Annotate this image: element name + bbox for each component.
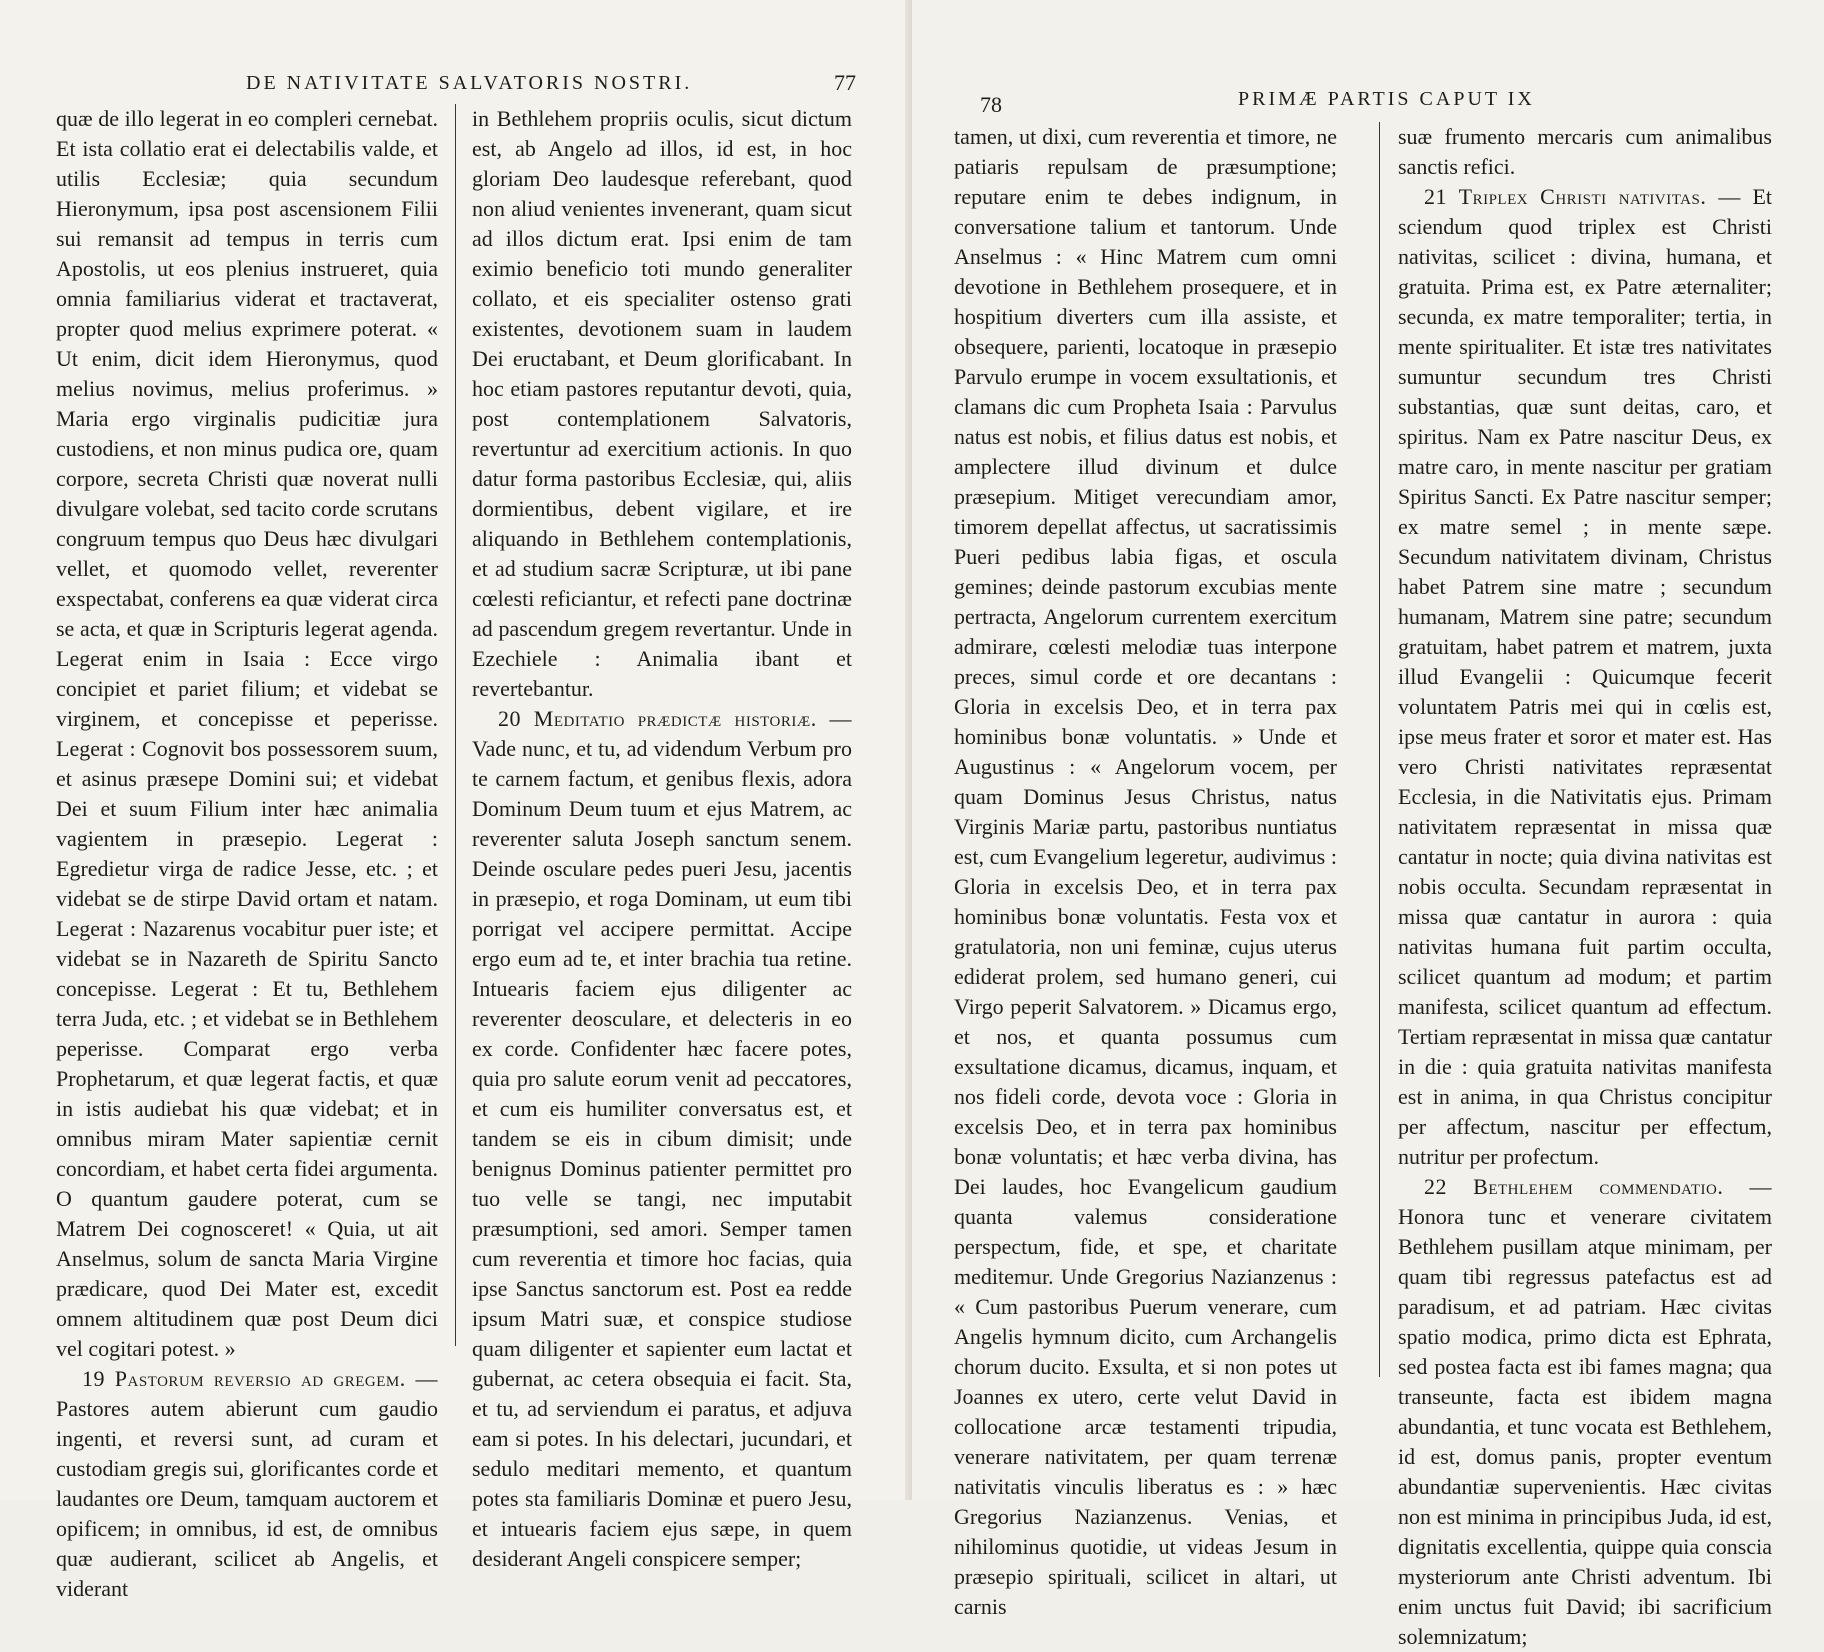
paragraph-text: Vade nunc, et tu, ad videndum Verbum pro te carnem factum, et genibus flexis, adora Dominum Deum tuum et ejus Matrem, ac reverenter saluta Joseph sanctum senem. Deinde osculare pedes pueri Jesu, jacentis in præsepio, et roga Dominam, ut eum tibi porrigat vel accipere permittat. Accipe ergo eum ad te, et inter brachia tua retine. Intuearis faciem ejus diligenter ac reverenter deosculare, et delecteris in eo ex corde. Confidenter hæc facere potes, quia pro salute eorum venit ad peccatores, et cum eis humiliter conversatus est, et tandem se eis in cibum dimisit; unde benignus Dominus patienter permittet pro tuo velle se tangi, nec imputabit præsumptioni, sed amori. Semper tamen cum reverentia et timore hoc facias, quia ipse Sanctus sanctorum est. Post ea redde ipsum Matri suæ, et conspice studiose quam diligenter et sapienter eum lactat et gubernat, ac cetera obsequia ei facit. Sta, et tu, ad serviendum ei paratus, et adjuva eam si potes. In his delectari, jucundari, et sedulo meditari memento, et quantum potes sta familiaris Dominæ et puero Jesu, et intuearis faciem ejus sæpe, in quem desiderant Angeli conspicere semper; xyxy=(472,736,852,1571)
page-number-right: 78 xyxy=(980,92,1002,117)
paragraph-text: Et sciendum quod triplex est Christi nativitas, scilicet : divina, humana, et gratuita. Prima est, ex Patre æternaliter; secunda, ex matre temporaliter; tertia, in mente spiritualiter. Et istæ tres nativitates sumuntur secundum tres Christi substantias, quæ sunt deitas, caro, et spiritus. Nam ex Patre nascitur Deus, ex matre caro, in mente nascitur per gratiam Spiritus Sancti. Ex Patre nascitur semper; ex matre semel ; in mente sæpe. Secundum nativitatem divinam, Christus habet Patrem sine matre ; secundum humanam, Matrem sine patre; secundum gratuitam, habet patrem et matrem, juxta illud Evangelii : Quicumque fecerit voluntatem Patris mei qui in cœlis est, ipse meus frater et soror et mater est. Has vero Christi nativitates repræsentat Ecclesia, in die Nativitatis ejus. Primam nativitatem repræsentat in missa quæ cantatur in nocte; quia divina nativitas est nobis occulta. Secundam repræsentat in missa quæ cantatur in aurora : quia nativitas humana fuit partim occulta, scilicet quantum ad modum; et partim manifesta, scilicet quantum ad effectum. Tertiam repræsentat in missa quæ cantatur in die : quia gratuita nativitas manifesta est in anima, in qua Christus concipitur per affectum, nascitur per effectum, nutritur per profectum. xyxy=(1398,184,1772,1169)
paragraph-text: Pastores autem abierunt cum gaudio ingenti, et reversi sunt, ad curam et custodiam gregis sui, glorificantes corde et laudantes ore Deum, tamquam auctorem et opificem; in omnibus, id est, de omnibus quæ audierant, scilicet ab Angelis, et viderant xyxy=(56,1396,438,1601)
paragraph-20 xyxy=(472,704,852,1574)
column-rule xyxy=(1379,122,1380,1377)
paragraph-21 xyxy=(1398,182,1772,1172)
paragraph: suæ frumento mercaris cum animalibus sanctis refici. xyxy=(1398,124,1772,179)
section-heading-19: 19 Pastorum reversio ad gregem. — xyxy=(82,1366,438,1391)
section-heading-20: 20 Meditatio prædictæ historiæ. — xyxy=(498,706,852,731)
paragraph: tamen, ut dixi, cum reverentia et timore, ne patiaris repulsam de præsumptione; reputare enim te debes indignum, in conversatione talium et tantorum. Unde Anselmus : « Hinc Matrem cum omni devotione in Bethlehem prosequere, et in hospitium diverters cum illa assiste, et obsequere, parienti, locatoque in præsepio Parvulo erumpe in vocem exsultationis, et clamans dic cum Propheta Isaia : Parvulus natus est nobis, et filius datus est nobis, et amplectere illud divinum et dulce præsepium. Mitiget verecundiam amor, timorem depellat affectus, ut sacratissimis Pueri pedibus labia figas, et oscula gemines; deinde pastorum excubias mente pertracta, Angelorum currentem exercitum admirare, cœlesti melodiæ tuas interpone preces, simul corde et ore decantans : Gloria in excelsis Deo, et in terra pax hominibus bonæ voluntatis. » Unde et Augustinus : « Angelorum vocem, per quam Dominus Jesus Christus, natus Virginis Mariæ partu, pastoribus nuntiatus est, cum Evangelium legeretur, audivimus : Gloria in excelsis Deo, et in terra pax hominibus bonæ voluntatis. Festa vox et gratulatoria, non uni feminæ, cujus uterus ediderat prolem, sed humano generi, cui Virgo peperit Salvatorem. » Dicamus ergo, et nos, et quanta possumus cum exsultatione dicamus, dicamus, inquam, et nos fideli corde, devota voce : Gloria in excelsis Deo, et in terra pax hominibus bonæ voluntatis; et hæc verba divina, has Dei laudes, hoc Evangelicum gaudium quanta valemus consideratione perspectum, fide, et spe, et charitate meditemur. Unde Gregorius Nazianzenus : « Cum pastoribus Puerum venerare, cum Angelis hymnum dicito, cum Archangelis chorum ducito. Exsulta, et si non potes ut Joannes ex utero, certe velut David in collocatione arcæ testamenti tripudia, venerare nativitatem, per quam terrenæ nativitatis vinculis liberatus es : » hæc Gregorius Nazianzenus. Venias, et nihilominus quotidie, ut videas Jesum in præsepio spirituali, scilicet in altari, ut carnis xyxy=(954,124,1337,1619)
running-head-right: PRIMÆ PARTIS CAPUT IX xyxy=(1238,88,1535,110)
page-number-left: 77 xyxy=(834,70,856,95)
text-column-3 xyxy=(954,122,1337,1622)
left-page xyxy=(0,0,912,1601)
paragraph-19 xyxy=(56,1364,438,1604)
section-heading-22: 22 Bethlehem commendatio. — xyxy=(1424,1174,1772,1199)
running-head-left: DE NATIVITATE SALVATORIS NOSTRI. xyxy=(246,72,693,94)
column-rule xyxy=(455,104,456,1346)
text-column-2 xyxy=(472,104,852,1574)
text-column-4 xyxy=(1398,122,1772,1652)
section-heading-21: 21 Triplex Christi nativitas. — xyxy=(1424,184,1741,209)
text-column-1 xyxy=(56,104,438,1604)
paragraph-text: Honora tunc et venerare civitatem Bethlehem pusillam atque minimam, per quam tibi regressus patefactus est ad paradisum, et ad patriam. Hæc civitas spatio modica, primo dicta est Ephrata, sed postea facta est ibi fames magna; qua transeunte, facta est ibidem magna abundantia, et tunc vocata est Bethlehem, id est, domus panis, propter eventum abundantiæ supervenientis. Hæc civitas non est minima in principibus Juda, id est, dignitatis excellentia, quippe quia conscia mysteriorum ante Christi adventum. Ibi enim unctus fuit David; ibi sacrificium solemnizatum; xyxy=(1398,1204,1772,1649)
paragraph: in Bethlehem propriis oculis, sicut dictum est, ab Angelo ad illos, id est, in hoc gloriam Deo laudesque referebant, quod non aliud venientes invenerant, quam sicut ad illos dictum erat. Ipsi enim de tam eximio beneficio toti mundo generaliter collato, et eis specialiter ostenso grati existentes, devotionem suam in laudem Dei eructabant, et Deum glorificabant. In hoc etiam pastores reputantur devoti, quia, post contemplationem Salvatoris, revertuntur ad exercitium actionis. In quo datur forma pastoribus Ecclesiæ, qui, aliis dormientibus, debent vigilare, et ire aliquando in Bethlehem contemplationis, et ad studium sacræ Scripturæ, ut ibi pane cœlesti reficiantur, et refecti pane doctrinæ ad pascendum gregem revertantur. Unde in Ezechiele : Animalia ibant et revertebantur. xyxy=(472,106,852,701)
paragraph-22 xyxy=(1398,1172,1772,1652)
paragraph: quæ de illo legerat in eo compleri cernebat. Et ista collatio erat ei delectabilis valde, et utilis Ecclesiæ; quia secundum Hieronymum, ipsa post ascensionem Filii sui remansit ad tempus in terris cum Apostolis, ut eos plenius instrueret, quia omnia familiarius viderat et tractaverat, propter quod melius exprimere poterat. « Ut enim, dicit idem Hieronymus, quod melius novimus, melius proferimus. » Maria ergo virginalis pudicitiæ jura custodiens, et non minus pudica ore, quam corpore, secreta Christi quæ noverat nulli divulgare volebat, sed tacito corde scrutans congruum tempus quo Deus hæc divulgari vellet, et quomodo vellet, reverenter exspectabat, conferens ea quæ viderat circa se acta, et quæ in Scripturis legerat agenda. Legerat enim in Isaia : Ecce virgo concipiet et pariet filium; et videbat se virginem, et concepisse et peperisse. Legerat : Cognovit bos possessorem suum, et asinus præsepe Domini sui; et videbat Dei et suum Filium inter hæc animalia vagientem in præsepio. Legerat : Egredietur virga de radice Jesse, etc. ; et videbat se de stirpe David ortam et natam. Legerat : Nazarenus vocabitur puer iste; et videbat se in Nazareth de Spiritu Sancto concepisse. Legerat : Et tu, Bethlehem terra Juda, etc. ; et videbat se in Bethlehem peperisse. Comparat ergo verba Prophetarum, et quæ legerat factis, et quæ in istis audiebat his quæ videbat; et in omnibus miram Mater sapientiæ cernit concordiam, et habet certa fidei argumenta. O quantum gaudere poterat, cum se Matrem Dei cognosceret! « Quia, ut ait Anselmus, solum de sancta Maria Virgine prædicare, quod Dei Mater est, excedit omnem altitudinem quæ post Deum dici vel cogitari potest. » xyxy=(56,106,438,1361)
